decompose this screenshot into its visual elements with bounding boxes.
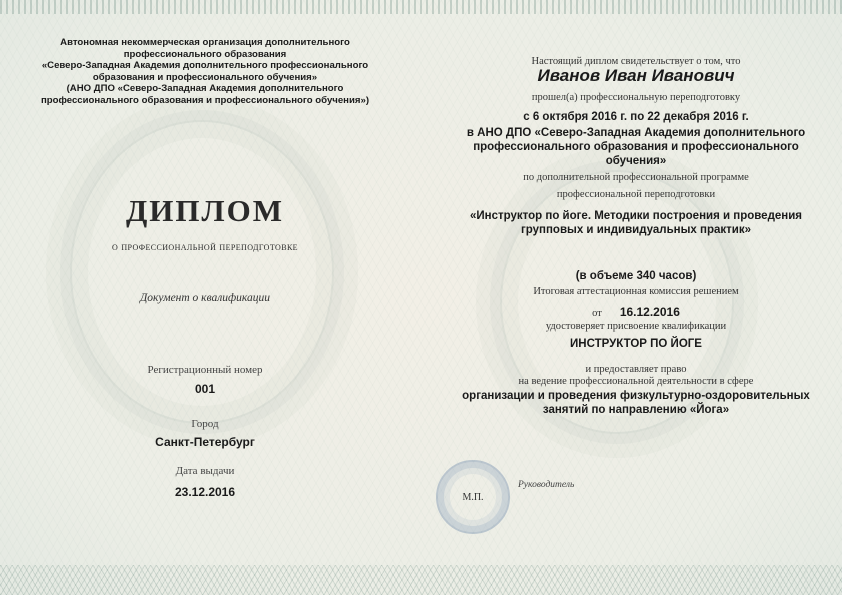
from-label: от [592, 308, 602, 319]
decision-date-row [430, 303, 842, 321]
stamp-label: М.П. [462, 491, 484, 503]
issuer-line: профессионального образования [123, 48, 287, 60]
diploma-subtitle: о профессиональной переподготовке [112, 241, 298, 253]
program-line: групповых и индивидуальных практик» [520, 224, 752, 236]
seal-stamp [436, 460, 510, 534]
grants-text: и предоставляет право [585, 364, 687, 375]
training-org-line: обучения» [605, 155, 667, 167]
activity-field-line: организации и проведения физкультурно-оздоровительных [462, 390, 810, 402]
city-label: Город [191, 418, 219, 430]
left-page [0, 0, 410, 595]
document-type: Документ о квалификации [139, 292, 271, 304]
training-organization [430, 126, 842, 168]
qualification-name: ИНСТРУКТОР ПО ЙОГЕ [570, 338, 702, 350]
registration-number-value: 001 [194, 382, 216, 396]
training-org-line: в АНО ДПО «Северо-Западная Академия дополнительного [466, 127, 806, 139]
issue-date-value: 23.12.2016 [174, 485, 236, 499]
signature-label: Руководитель [518, 480, 575, 490]
issuer-line: (АНО ДПО «Северо-Западная Академия дополнительного [66, 83, 344, 94]
issuer-line: «Северо-Западная Академия дополнительного профессионального [41, 60, 369, 71]
program-intro-2: профессиональной переподготовки [556, 189, 716, 200]
passed-text: прошел(а) профессиональную переподготовку [531, 92, 741, 103]
graduate-name: Иванов Иван Иванович [537, 66, 735, 85]
intro-text: Настоящий диплом свидетельствует о том, что [531, 56, 741, 67]
issuer-organization [15, 37, 395, 106]
issuer-line: образования и профессионального обучения» [92, 71, 318, 83]
training-org-line: профессионального образования и профессионального [473, 141, 799, 153]
program-line: «Инструктор по йоге. Методики построения и проведения [470, 210, 802, 222]
commission-text [430, 286, 842, 297]
program-volume: (в объеме 340 часов) [575, 270, 697, 282]
program-name [430, 209, 842, 237]
decision-date: 16.12.2016 [619, 305, 680, 319]
city-value: Санкт-Петербург [155, 435, 255, 449]
activity-field-line: занятий по направлению «Йога» [542, 404, 730, 416]
issuer-line: Автономная некоммерческая организация дополнительного [60, 37, 350, 48]
activity-text: на ведение профессиональной деятельности в сфере [518, 376, 754, 387]
issue-date-label: Дата выдачи [175, 465, 235, 477]
commission-line: Итоговая аттестационная комиссия решением [533, 286, 739, 297]
diploma-title: ДИПЛОМ [125, 193, 285, 228]
training-period: с 6 октября 2016 г. по 22 декабря 2016 г. [523, 111, 749, 123]
certifies-text: удостоверяет присвоение квалификации [545, 321, 727, 332]
issuer-line: профессионального образования и профессионального обучения») [40, 94, 370, 106]
program-intro-1: по дополнительной профессиональной программе [523, 172, 749, 183]
registration-number-label: Регистрационный номер [147, 364, 263, 376]
activity-field [430, 389, 842, 417]
